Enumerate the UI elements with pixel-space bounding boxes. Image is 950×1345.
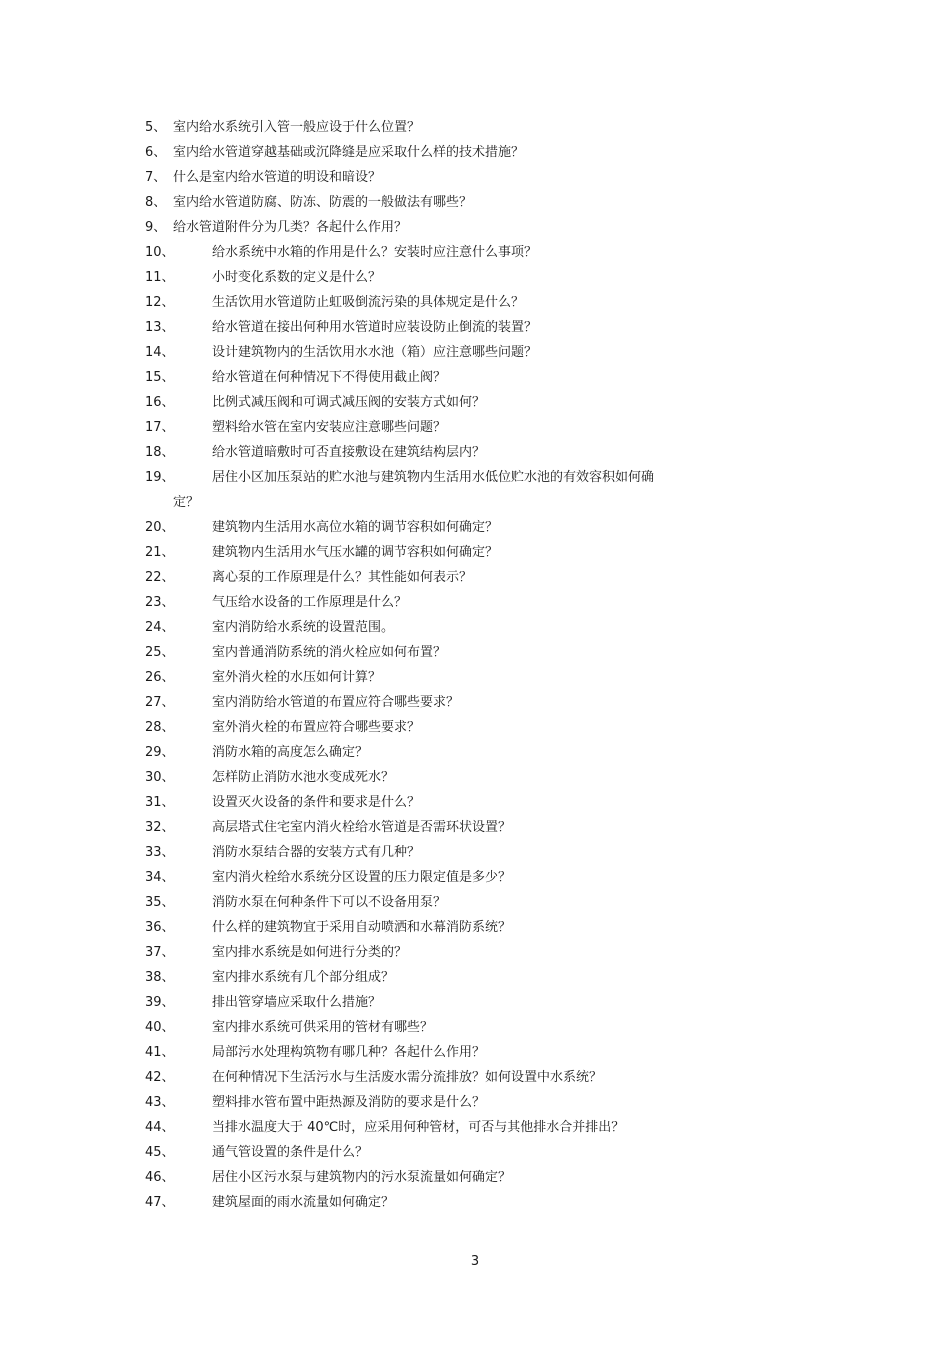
question-item [145, 295, 755, 311]
question-text: 建筑物内生活用水气压水罐的调节容积如何确定？ [212, 545, 499, 560]
question-item [145, 920, 755, 936]
question-text: 给水管道在接出何种用水管道时应装设防止倒流的装置？ [212, 320, 538, 335]
question-item [145, 270, 755, 286]
question-item [145, 1120, 755, 1136]
question-number: 44、 [145, 1120, 175, 1135]
question-number: 13、 [145, 320, 175, 335]
question-text: 在何种情况下生活污水与生活废水需分流排放？如何设置中水系统？ [212, 1070, 603, 1085]
question-number: 27、 [145, 695, 175, 710]
question-text: 消防水泵在何种条件下可以不设备用泵？ [212, 895, 447, 910]
question-item [145, 595, 755, 611]
question-item [145, 420, 755, 436]
question-text: 室内消防给水系统的设置范围。 [212, 620, 395, 635]
question-item [145, 1095, 755, 1111]
question-text-continuation: 定？ [173, 495, 200, 510]
question-item [145, 795, 755, 811]
question-item [145, 370, 755, 386]
question-number: 39、 [145, 995, 175, 1010]
page-number: 3 [470, 1254, 480, 1269]
question-number: 36、 [145, 920, 175, 935]
question-text: 离心泵的工作原理是什么？其性能如何表示？ [212, 570, 473, 585]
question-item [145, 995, 755, 1011]
question-number: 17、 [145, 420, 175, 435]
question-item [145, 145, 755, 161]
question-text: 排出管穿墙应采取什么措施？ [212, 995, 382, 1010]
question-number: 30、 [145, 770, 175, 785]
question-number: 29、 [145, 745, 175, 760]
question-number: 22、 [145, 570, 175, 585]
question-text: 给水系统中水箱的作用是什么？安装时应注意什么事项？ [212, 245, 538, 260]
question-text: 气压给水设备的工作原理是什么？ [212, 595, 408, 610]
question-text: 室内给水管道穿越基础或沉降缝是应采取什么样的技术措施？ [173, 145, 525, 160]
question-number: 16、 [145, 395, 175, 410]
question-item [145, 820, 755, 836]
question-text: 通气管设置的条件是什么？ [212, 1145, 369, 1160]
question-number: 38、 [145, 970, 175, 985]
question-number: 31、 [145, 795, 175, 810]
question-item [145, 745, 755, 761]
question-text: 什么是室内给水管道的明设和暗设？ [173, 170, 382, 185]
question-item [145, 1045, 755, 1061]
question-text: 室外消火栓的布置应符合哪些要求？ [212, 720, 421, 735]
question-item [145, 1195, 755, 1211]
question-item [145, 670, 755, 686]
question-text: 建筑屋面的雨水流量如何确定？ [212, 1195, 395, 1210]
question-text: 室内给水管道防腐、防冻、防震的一般做法有哪些？ [173, 195, 473, 210]
question-item [145, 1170, 755, 1186]
question-text: 给水管道暗敷时可否直接敷设在建筑结构层内？ [212, 445, 486, 460]
question-number: 33、 [145, 845, 175, 860]
question-number: 20、 [145, 520, 175, 535]
question-item [145, 120, 755, 136]
question-item [145, 645, 755, 661]
question-number: 14、 [145, 345, 175, 360]
question-number: 46、 [145, 1170, 175, 1185]
question-number: 42、 [145, 1070, 175, 1085]
question-text: 什么样的建筑物宜于采用自动喷洒和水幕消防系统？ [212, 920, 512, 935]
question-number: 25、 [145, 645, 175, 660]
question-number: 21、 [145, 545, 175, 560]
question-text: 设置灭火设备的条件和要求是什么？ [212, 795, 421, 810]
question-text: 室外消火栓的水压如何计算？ [212, 670, 382, 685]
question-number: 32、 [145, 820, 175, 835]
question-text: 给水管道附件分为几类？各起什么作用？ [173, 220, 408, 235]
question-item [145, 545, 755, 561]
question-text: 居住小区污水泵与建筑物内的污水泵流量如何确定？ [212, 1170, 512, 1185]
question-number: 35、 [145, 895, 175, 910]
question-text: 室内消火栓给水系统分区设置的压力限定值是多少？ [212, 870, 512, 885]
question-number: 37、 [145, 945, 175, 960]
question-text: 塑料排水管布置中距热源及消防的要求是什么？ [212, 1095, 486, 1110]
question-item [145, 320, 755, 336]
question-list [145, 120, 755, 1220]
question-item [145, 570, 755, 586]
question-item [145, 1070, 755, 1086]
question-number: 19、 [145, 470, 175, 485]
question-item [145, 170, 755, 186]
question-number: 24、 [145, 620, 175, 635]
question-text: 怎样防止消防水池水变成死水？ [212, 770, 395, 785]
question-number: 23、 [145, 595, 175, 610]
question-number: 7、 [145, 170, 167, 185]
question-item [145, 445, 755, 461]
question-text: 室内普通消防系统的消火栓应如何布置？ [212, 645, 447, 660]
question-text: 消防水泵结合器的安装方式有几种？ [212, 845, 421, 860]
question-text: 室内给水系统引入管一般应设于什么位置？ [173, 120, 421, 135]
question-item [145, 220, 755, 236]
question-text: 室内排水系统可供采用的管材有哪些？ [212, 1020, 434, 1035]
question-number: 40、 [145, 1020, 175, 1035]
question-text: 居住小区加压泵站的贮水池与建筑物内生活用水低位贮水池的有效容积如何确 [212, 470, 655, 485]
question-item [145, 1145, 755, 1161]
question-text: 给水管道在何种情况下不得使用截止阀？ [212, 370, 447, 385]
question-number: 26、 [145, 670, 175, 685]
question-number: 9、 [145, 220, 167, 235]
question-item [145, 720, 755, 736]
question-number: 5、 [145, 120, 167, 135]
question-item [145, 870, 755, 886]
question-number: 11、 [145, 270, 175, 285]
question-number: 18、 [145, 445, 175, 460]
question-item [145, 395, 755, 411]
question-item [145, 770, 755, 786]
question-text: 塑料给水管在室内安装应注意哪些问题？ [212, 420, 447, 435]
question-text: 设计建筑物内的生活饮用水水池（箱）应注意哪些问题？ [212, 345, 538, 360]
question-item [145, 195, 755, 211]
question-item [145, 345, 755, 361]
question-item [145, 695, 755, 711]
question-number: 28、 [145, 720, 175, 735]
question-item [145, 620, 755, 636]
question-number: 12、 [145, 295, 175, 310]
question-number: 15、 [145, 370, 175, 385]
question-text: 室内排水系统有几个部分组成？ [212, 970, 395, 985]
question-number: 43、 [145, 1095, 175, 1110]
question-number: 45、 [145, 1145, 175, 1160]
question-text: 建筑物内生活用水高位水箱的调节容积如何确定？ [212, 520, 499, 535]
question-item [145, 520, 755, 536]
question-item [145, 945, 755, 961]
question-text: 局部污水处理构筑物有哪几种？各起什么作用？ [212, 1045, 486, 1060]
question-number: 10、 [145, 245, 175, 260]
question-number: 34、 [145, 870, 175, 885]
question-item [145, 1020, 755, 1036]
question-text: 小时变化系数的定义是什么？ [212, 270, 382, 285]
question-text: 消防水箱的高度怎么确定？ [212, 745, 369, 760]
question-item [145, 470, 755, 511]
question-text: 室内排水系统是如何进行分类的？ [212, 945, 408, 960]
question-item [145, 845, 755, 861]
question-text: 当排水温度大于 40℃时，应采用何种管材，可否与其他排水合并排出？ [212, 1120, 625, 1135]
question-text: 比例式减压阀和可调式减压阀的安装方式如何？ [212, 395, 486, 410]
question-number: 8、 [145, 195, 167, 210]
question-text: 高层塔式住宅室内消火栓给水管道是否需环状设置？ [212, 820, 512, 835]
question-number: 6、 [145, 145, 167, 160]
question-item [145, 970, 755, 986]
question-number: 47、 [145, 1195, 175, 1210]
question-text: 室内消防给水管道的布置应符合哪些要求？ [212, 695, 460, 710]
question-number: 41、 [145, 1045, 175, 1060]
question-text: 生活饮用水管道防止虹吸倒流污染的具体规定是什么？ [212, 295, 525, 310]
question-item [145, 895, 755, 911]
question-item [145, 245, 755, 261]
